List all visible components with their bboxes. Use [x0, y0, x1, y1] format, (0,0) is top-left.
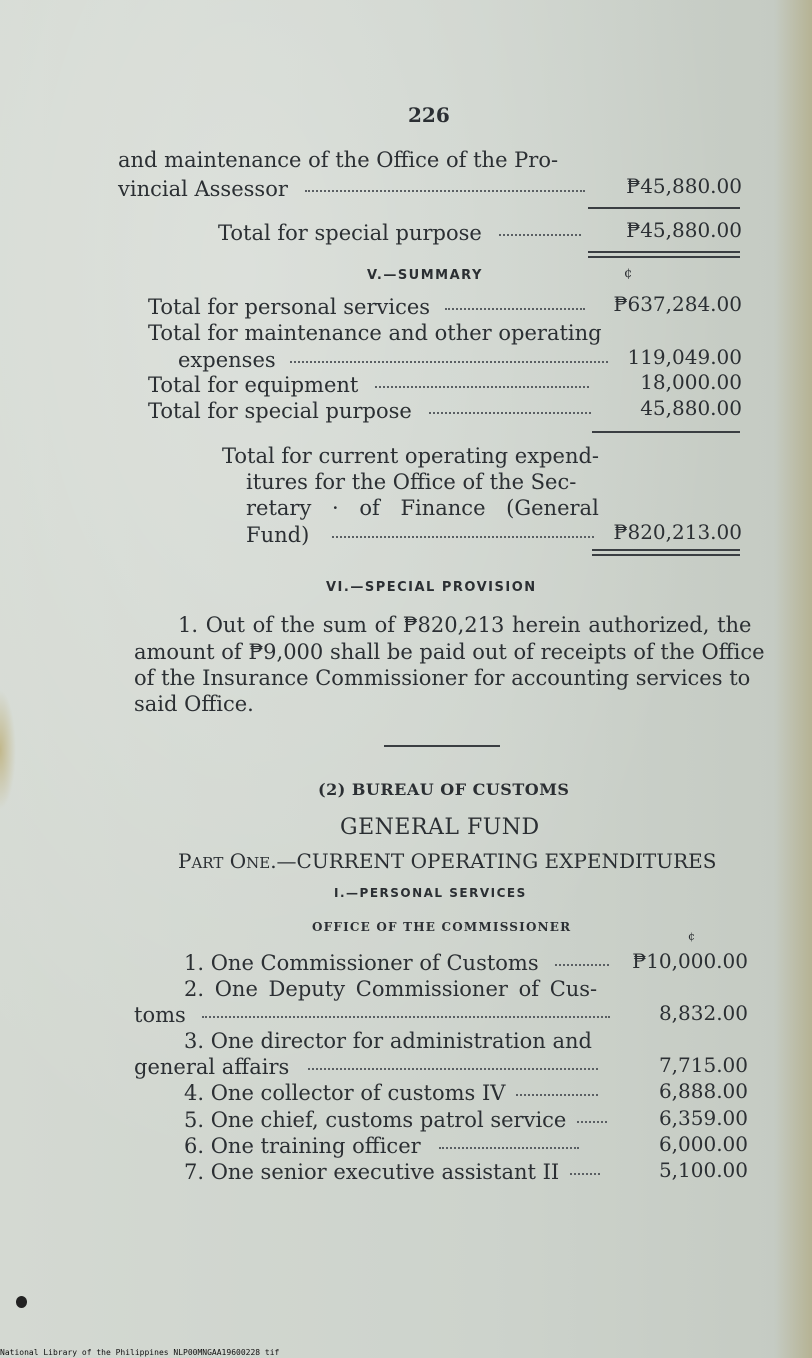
summary-row-amount: 119,049.00: [627, 345, 742, 369]
item-label: 5. One chief, customs patrol service: [184, 1108, 567, 1132]
item-amount: 7,715.00: [658, 1053, 748, 1077]
summary-row-label: Total for equipment: [148, 373, 359, 397]
item-row-line2: [134, 1055, 598, 1079]
scan-footer: National Library of the Philippines NLP00MNGAA19600228 tif: [0, 1348, 280, 1357]
summary-row-special: [148, 399, 591, 423]
item-label: general affairs: [134, 1055, 290, 1079]
office-mark: ¢: [688, 930, 695, 943]
grand-total-line-1: Total for current operating expend-: [222, 444, 600, 468]
fund-heading: GENERAL FUND: [340, 815, 540, 840]
summary-row-equipment: [148, 373, 589, 397]
item-amount: 8,832.00: [658, 1001, 748, 1025]
summary-row-label: Total for personal services: [148, 295, 431, 319]
item-amount: 6,000.00: [658, 1132, 748, 1156]
part-heading: [178, 849, 716, 873]
item-label: 6. One training officer: [184, 1134, 421, 1158]
special-provision-line-3: of the Insurance Commissioner for accounting services to: [134, 666, 751, 690]
item-label: 7. One senior executive assistant II: [184, 1160, 560, 1184]
item-row-line2: [134, 1003, 610, 1027]
special-purpose-total-label: Total for special purpose: [218, 221, 482, 245]
item-row: [184, 1160, 600, 1184]
special-provision-line-1: 1. Out of the sum of ₱820,213 herein authorized, the: [178, 613, 752, 637]
page-edge-shadow: [774, 0, 812, 1358]
part-heading-initial: O: [229, 849, 247, 873]
section-divider: [384, 745, 500, 747]
item-row-line1: 3. One director for administration and: [184, 1029, 592, 1053]
carryover-line-2: [118, 177, 585, 201]
summary-row-mooe-line1: Total for maintenance and other operating: [148, 321, 602, 345]
section-heading: I.—PERSONAL SERVICES: [334, 886, 527, 900]
carryover-label: vincial Assessor: [118, 177, 288, 201]
carryover-line-1: and maintenance of the Office of the Pro-: [118, 148, 559, 172]
part-heading-rest: .—CURRENT OPERATING EXPENDITURES: [270, 849, 717, 873]
item-label: toms: [134, 1003, 186, 1027]
part-heading-smallcaps: NE: [246, 854, 271, 872]
special-provision-line-2: amount of ₱9,000 shall be paid out of receipts of the Office: [134, 640, 765, 664]
special-purpose-total-amount: ₱45,880.00: [626, 218, 742, 242]
part-heading-smallcaps: ART: [191, 854, 224, 872]
summary-row-amount: 45,880.00: [640, 396, 742, 420]
special-purpose-total-row: [218, 221, 581, 245]
rule: [592, 431, 740, 433]
page-edge-stain: [0, 690, 16, 810]
item-label: 1. One Commissioner of Customs: [184, 951, 539, 975]
item-row-line1: 2. One Deputy Commissioner of Cus-: [184, 977, 598, 1001]
rule: [588, 207, 740, 209]
grand-total-amount: ₱820,213.00: [613, 520, 742, 544]
carryover-amount: ₱45,880.00: [626, 174, 742, 198]
item-row: [184, 951, 609, 975]
ink-dot: [16, 1296, 27, 1308]
summary-row-personal: [148, 295, 585, 319]
bureau-heading: (2) BUREAU OF CUSTOMS: [318, 780, 570, 799]
summary-heading: V.—SUMMARY: [367, 268, 483, 283]
double-rule: [588, 251, 740, 258]
item-row: [184, 1134, 579, 1158]
item-amount: ₱10,000.00: [632, 949, 748, 973]
part-heading-initial: P: [178, 849, 192, 873]
special-provision-line-4: said Office.: [134, 692, 254, 716]
grand-total-line-2: itures for the Office of the Sec-: [246, 470, 577, 494]
special-provision-heading: VI.—SPECIAL PROVISION: [326, 580, 537, 595]
item-amount: 6,359.00: [658, 1106, 748, 1130]
summary-row-amount: ₱637,284.00: [613, 292, 742, 316]
grand-total-line-3: retary · of Finance (General: [246, 496, 599, 520]
summary-row-label: Total for special purpose: [148, 399, 412, 423]
item-row: [184, 1108, 607, 1132]
item-row: [184, 1081, 598, 1105]
summary-row-label: expenses: [178, 348, 276, 372]
item-amount: 6,888.00: [658, 1079, 748, 1103]
double-rule: [592, 549, 740, 556]
item-amount: 5,100.00: [658, 1158, 748, 1182]
grand-total-label: Fund): [246, 523, 310, 547]
page-number: 226: [408, 103, 450, 127]
summary-mark: ¢: [624, 266, 633, 281]
office-heading: OFFICE OF THE COMMISSIONER: [312, 920, 572, 934]
item-label: 4. One collector of customs IV: [184, 1081, 506, 1105]
summary-row-amount: 18,000.00: [640, 370, 742, 394]
